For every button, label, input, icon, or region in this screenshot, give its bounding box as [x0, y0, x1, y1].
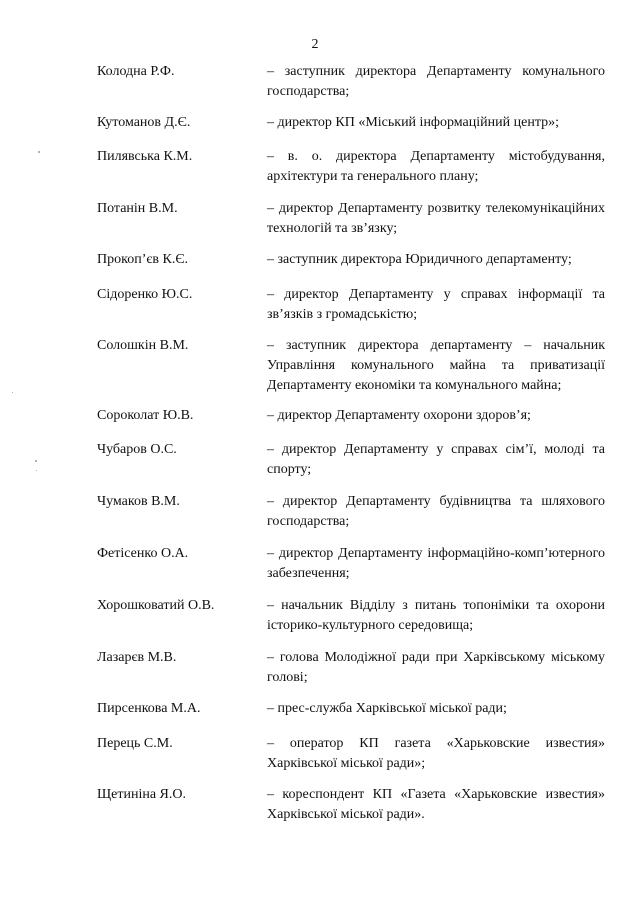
person-name: Лазарєв М.В.: [97, 650, 177, 665]
person-name: Фетісенко О.А.: [97, 546, 189, 561]
person-role: – голова Молодіжної ради при Харківському міському голові;: [267, 650, 605, 685]
person-name: Хорошковатий О.В.: [97, 598, 215, 613]
page-number: 2: [311, 37, 319, 52]
person-name: Солошкін В.М.: [97, 338, 189, 353]
person-role: – директор Департаменту будівництва та шляхового господарства;: [267, 494, 605, 529]
person-name: Сороколат Ю.В.: [97, 408, 194, 423]
person-name: Кутоманов Д.Є.: [97, 115, 191, 130]
person-role: – заступник директора Департаменту комунального господарства;: [267, 64, 605, 99]
person-role: – директор Департаменту інформаційно-комп’ютерного забезпечення;: [267, 546, 605, 581]
person-role: – кореспондент КП «Газета «Харьковские известия» Харківської міської ради».: [267, 787, 605, 822]
person-role: – оператор КП газета «Харьковские известия» Харківської міської ради»;: [267, 736, 605, 771]
person-role: – прес-служба Харківської міської ради;: [267, 701, 507, 716]
person-name: Щетиніна Я.О.: [97, 787, 186, 802]
person-name: Перець С.М.: [97, 736, 173, 751]
person-name: Чубаров О.С.: [97, 442, 177, 457]
person-name: Пилявська К.М.: [97, 149, 193, 164]
person-role: – директор Департаменту у справах інформації та зв’язків з громадськістю;: [267, 287, 605, 322]
person-role: – директор Департаменту розвитку телекомунікаційних технологій та зв’язку;: [267, 201, 605, 236]
person-name: Потанін В.М.: [97, 201, 178, 216]
person-name: Сідоренко Ю.С.: [97, 287, 193, 302]
person-role: – начальник Відділу з питань топоніміки та охорони історико-культурного середовища;: [267, 598, 605, 633]
person-role: – в. о. директора Департаменту містобудування, архітектури та генерального плану;: [267, 149, 605, 184]
person-name: Пирсенкова М.А.: [97, 701, 201, 716]
person-role: – директор Департаменту у справах сім’ї, молоді та спорту;: [267, 442, 605, 477]
person-name: Колодна Р.Ф.: [97, 64, 175, 79]
person-role: – заступник директора департаменту – начальник Управління комунального майна та приватизації Департаменту економіки та комунального майна;: [267, 338, 605, 393]
person-role: – директор Департаменту охорони здоров’я;: [267, 408, 531, 423]
person-name: Прокоп’єв К.Є.: [97, 252, 189, 267]
person-role: – директор КП «Міський інформаційний центр»;: [267, 115, 559, 130]
person-role: – заступник директора Юридичного департаменту;: [267, 252, 572, 267]
person-name: Чумаков В.М.: [97, 494, 180, 509]
